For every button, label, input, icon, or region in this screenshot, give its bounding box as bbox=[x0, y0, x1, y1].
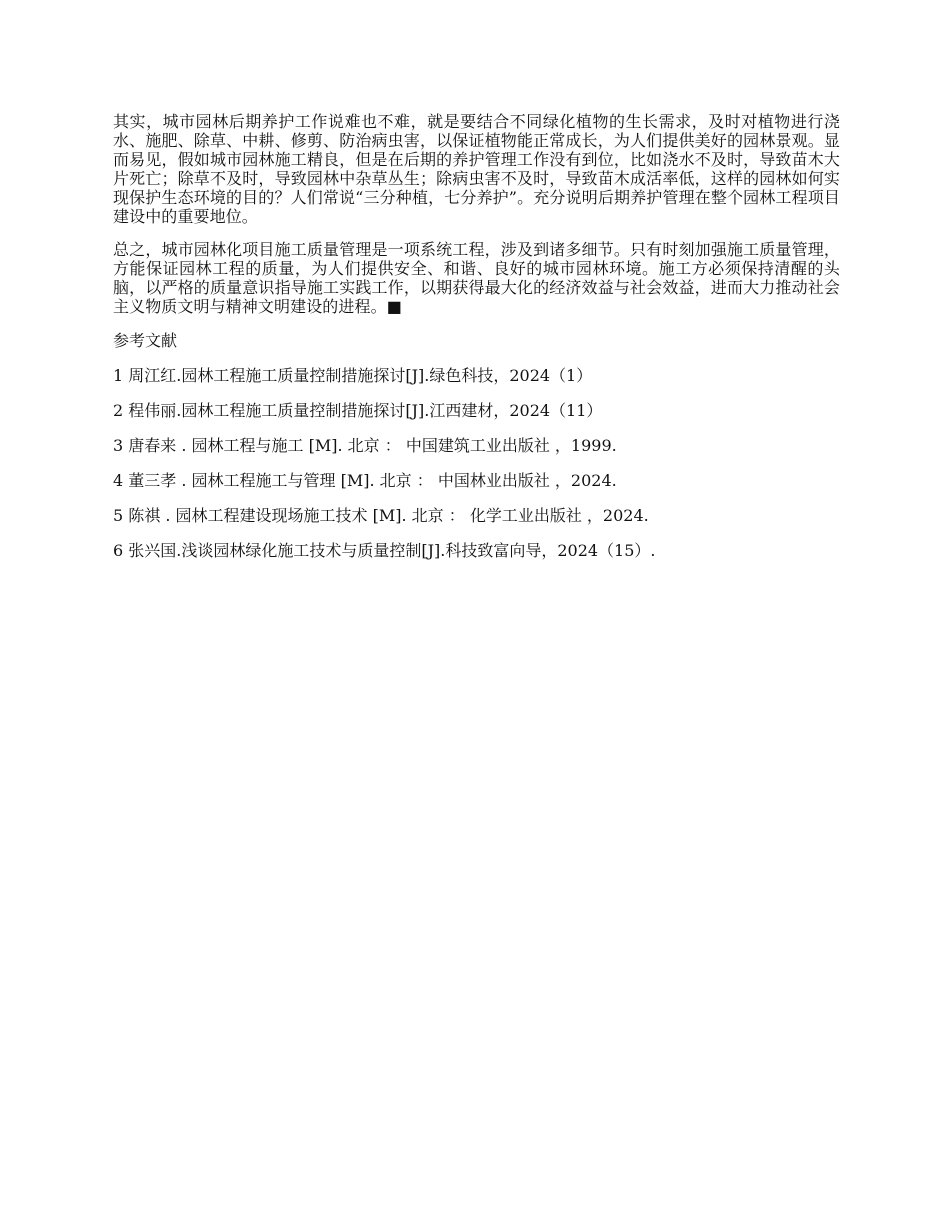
paragraph-text: 其实，城市园林后期养护工作说难也不难，就是要结合不同绿化植物的生长需求，及时对植物进行浇水、施肥、除草、中耕、修剪、防治病虫害，以保证植物能正常成长，为人们提供美好的园林景观。显而易见，假如城市园林施工精良，但是在后期的养护管理工作没有到位，比如浇水不及时，导致苗木大片死亡；除草不及时，导致园林中杂草丛生；除病虫害不及时，导致苗木成活率低，这样的园林如何实现保护生态环境的目的？人们常说“三分种植，七分养护”。充分说明后期养护管理在整个园林工程项目建设中的重要地位。 bbox=[113, 112, 840, 226]
reference-item: 2 程伟丽.园林工程施工质量控制措施探讨[J].江西建材，2024（11） bbox=[113, 401, 603, 420]
body-paragraph-maintenance bbox=[113, 112, 840, 226]
reference-item: 4 董三孝 . 园林工程施工与管理 [M]. 北京 ： 中国林业出版社 ，2024. bbox=[113, 471, 617, 490]
references-heading: 参考文献 bbox=[113, 331, 178, 350]
reference-item: 5 陈祺 . 园林工程建设现场施工技术 [M]. 北京 ： 化学工业出版社 ，2024. bbox=[113, 506, 649, 525]
reference-item: 6 张兴国.浅谈园林绿化施工技术与质量控制[J].科技致富向导，2024（15）. bbox=[113, 541, 656, 560]
reference-item: 3 唐春来 . 园林工程与施工 [M]. 北京 ： 中国建筑工业出版社 ，1999. bbox=[113, 436, 617, 455]
end-of-article-mark: ■ bbox=[386, 297, 402, 316]
document-page bbox=[113, 112, 840, 560]
reference-item: 1 周江红.园林工程施工质量控制措施探讨[J].绿色科技，2024（1） bbox=[113, 366, 593, 385]
body-paragraph-conclusion bbox=[113, 240, 840, 316]
paragraph-text: 总之，城市园林化项目施工质量管理是一项系统工程，涉及到诸多细节。只有时刻加强施工质量管理，方能保证园林工程的质量，为人们提供安全、和谐、良好的城市园林环境。施工方必须保持清醒的头脑，以严格的质量意识指导施工实践工作，以期获得最大化的经济效益与社会效益，进而大力推动社会主义物质文明与精神文明建设的进程。 bbox=[113, 240, 840, 316]
references-list bbox=[113, 366, 840, 560]
